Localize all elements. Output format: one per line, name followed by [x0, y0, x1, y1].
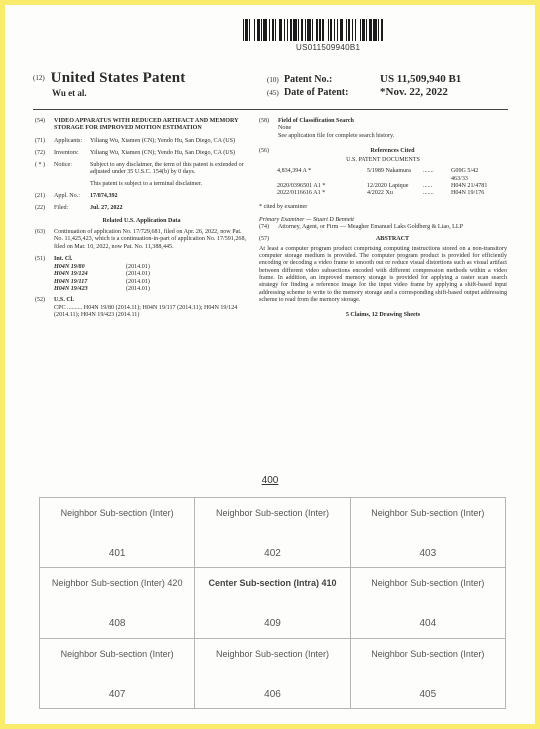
int-cl-date: (2014.01): [126, 264, 150, 271]
reference-class: G09G 5/42: [451, 168, 479, 175]
entry-code: (52): [35, 297, 45, 304]
grid-cell: [195, 639, 350, 709]
attorney-text: Attorney, Agent, or Firm — Meagher Emanuel Laks Goldberg & Liao, LLP: [278, 224, 463, 231]
patent-docs-heading: U.S. PATENT DOCUMENTS: [346, 157, 420, 164]
cell-label: Neighbor Sub-section (Inter): [371, 578, 485, 589]
grid-cell: [195, 498, 350, 568]
us-cl-label: U.S. Cl.: [54, 297, 74, 304]
entry-74: [259, 224, 507, 231]
entry-code: (22): [35, 205, 45, 212]
appl-no-label: Appl. No.:: [54, 193, 80, 200]
cell-number: 402: [264, 548, 281, 559]
cell-number: 406: [264, 688, 281, 700]
reference-row: 2022/0116616 A1 * 4/2022 Xu ....... H04N 19/176: [277, 190, 507, 197]
cell-number: 407: [108, 688, 126, 700]
cell-label: Neighbor Sub-section (Inter): [371, 508, 485, 518]
entry-code: (57): [259, 235, 269, 242]
reference-class: H04N 21/4781: [451, 183, 488, 190]
int-cl-date: (2014.01): [126, 278, 150, 285]
cell-number: 404: [419, 618, 437, 630]
cell-number: 401: [108, 548, 126, 559]
primary-examiner: Primary Examiner — Stuart D Bennett: [259, 216, 354, 223]
entry-code: ( * ): [35, 162, 45, 169]
reference-number: 2020/0396501 A1 *: [277, 183, 326, 190]
notice-text: Subject to any disclaimer, the term of this patent is extended or adjusted under 35 U.S.C. 154(b) by 0 days.: [90, 162, 244, 176]
grid-cell-center: [195, 568, 350, 638]
related-data-heading: Related U.S. Application Data: [102, 217, 181, 224]
int-cl-class: H04N 19/117: [54, 278, 88, 285]
patent-header: [33, 69, 186, 98]
subsection-grid: [39, 497, 506, 709]
abstract-label: ABSTRACT: [375, 235, 410, 242]
figure-number: 400: [261, 475, 279, 486]
int-cl-date: (2014.01): [126, 271, 150, 278]
entry-code: (58): [259, 118, 269, 124]
patent-no-value: US 11,509,940 B1: [380, 73, 462, 85]
reference-row: [277, 176, 507, 183]
filed-value: Jul. 27, 2022: [90, 205, 123, 212]
notice-value: [90, 162, 248, 188]
grid-cell: [351, 568, 506, 638]
barcode-bar: [381, 19, 382, 41]
date-label: Date of Patent:: [284, 87, 349, 98]
date-value: *Nov. 22, 2022: [380, 86, 448, 98]
entry-56: [259, 148, 507, 155]
entry-notice: [35, 162, 248, 188]
cell-number: 405: [419, 688, 437, 700]
patent-cover-page: [5, 5, 535, 724]
reference-date-name: 12/2020 Lapique: [367, 183, 409, 190]
cell-label: Neighbor Sub-section (Inter) 420: [51, 578, 183, 589]
reference-date-name: 5/1989 Nakamura: [367, 168, 411, 175]
cell-number: 408: [108, 618, 126, 630]
cited-by-examiner: * cited by examiner: [259, 203, 308, 210]
search-field: [278, 118, 507, 140]
cell-label: Neighbor Sub-section (Inter): [60, 508, 174, 518]
entry-code: (72): [35, 149, 45, 156]
int-cl-class: H04N 19/423: [54, 286, 88, 293]
grid-cell: [40, 498, 195, 568]
entry-21: [35, 193, 248, 200]
entry-58: [259, 118, 507, 140]
entry-71: [35, 138, 248, 145]
applicants-value: Yiliang Wu, Xiamen (CN); Yendo Hu, San Diego, CA (US): [90, 137, 236, 144]
entry-51: [35, 256, 248, 263]
entry-code: (54): [35, 118, 45, 124]
int-cl-label: Int. Cl.: [54, 255, 73, 262]
int-cl-date: (2014.01): [126, 286, 150, 293]
grid-cell: [40, 568, 195, 638]
reference-number: 2022/0116616 A1 *: [277, 190, 326, 197]
cell-label: Neighbor Sub-section (Inter): [60, 648, 174, 659]
int-cl-class: H04N 19/80: [54, 264, 85, 271]
inventors-value: Yiliang Wu, Xiamen (CN); Yendo Hu, San Diego, CA (US): [90, 149, 236, 156]
bibliographic-left-column: [35, 118, 248, 319]
entry-22: [35, 205, 248, 212]
abstract-text: At least a computer program product comprising computing instructions stored on a non-transitory computer storage medium is provided. The computer program product is provided for efficiently encoding or decoding a video frame to smooth out or reduce visual distortions such as visual artifact between different video subsections encoded with different compression methods within a video frame. In addition, an improved memory storage is provided for applying a raster scan search strategy for finding a reference image for the input video frame by applying a shift-based input addressing scheme to write to the memory storage and a corresponding shift-based output addressing scheme to read from the memory storage.: [259, 245, 507, 303]
barcode: [243, 19, 457, 41]
reference-number: 4,834,394 A *: [277, 168, 312, 175]
entry-code: (56): [259, 147, 269, 154]
patent-no-code: (10): [267, 76, 279, 84]
barcode-number: US011509940B1: [296, 43, 361, 52]
cell-label: Neighbor Sub-section (Inter): [215, 508, 330, 518]
entry-72: [35, 150, 248, 157]
search-none: None: [278, 125, 292, 132]
inventor-line: Wu et al.: [52, 88, 87, 98]
grid-cell: [351, 639, 506, 709]
grid-cell: [40, 639, 195, 709]
invention-title: VIDEO APPARATUS WITH REDUCED ARTIFACT AND MEMORY STORAGE FOR IMPROVED MOTION ESTIMATION: [54, 118, 239, 132]
appl-no-value: 17/874,392: [90, 193, 118, 200]
entry-52: [35, 297, 248, 304]
entry-code: (51): [35, 255, 45, 262]
applicants-label: Applicants:: [54, 137, 83, 144]
header-divider: [33, 109, 508, 110]
entry-code: (74): [259, 224, 269, 231]
entry-code: (21): [35, 193, 45, 200]
filed-label: Filed:: [54, 205, 69, 212]
title-code: (12): [33, 74, 45, 83]
search-history: See application file for complete search history.: [278, 132, 395, 139]
cpc-classes: CPC .......... H04N 19/80 (2014.11); H04N 19/117 (2014.11); H04N 19/124 (2014.11); H04N 19/423 (2014.11): [54, 304, 238, 318]
entry-code: (71): [35, 137, 45, 144]
continuation-text: Continuation of application No. 17/729,681, filed on Apr. 26, 2022, now Pat. No. 11,425,423, which is a continuation-in-part of application No. 17/591,268, filed on Mar. 10, 2022, now Pat. No. 11,388,445.: [54, 228, 247, 250]
references-label: References Cited: [370, 147, 415, 154]
cell-label: Neighbor Sub-section (Inter): [371, 648, 485, 659]
notice-label: Notice:: [54, 162, 72, 169]
grid-cell: [351, 498, 506, 568]
document-title: United States Patent: [50, 70, 186, 86]
patent-no-label: Patent No.:: [284, 74, 333, 85]
entry-code: (63): [35, 228, 45, 235]
notice-disclaimer: This patent is subject to a terminal disclaimer.: [90, 180, 203, 187]
cell-number: 403: [419, 548, 437, 559]
entry-54: [35, 118, 248, 133]
entry-63: [35, 229, 248, 251]
cell-label: Center Sub-section (Intra) 410: [208, 578, 337, 589]
reference-date-name: 4/2022 Xu: [367, 190, 393, 197]
cell-label: Neighbor Sub-section (Inter): [215, 648, 330, 659]
bibliographic-right-column: [259, 118, 507, 320]
reference-row: 2020/0396501 A1 * 12/2020 Lapique ...... H04N 21/4781: [277, 183, 507, 190]
patent-identifiers: [267, 73, 461, 99]
search-label: Field of Classification Search: [278, 118, 354, 124]
inventors-label: Inventors:: [54, 149, 79, 156]
entry-57: [259, 236, 507, 243]
reference-row: 4,834,394 A * 5/1989 Nakamura ....... G09G 5/42: [277, 168, 507, 175]
reference-class: H04N 19/176: [451, 190, 485, 197]
cell-number: 409: [264, 618, 281, 630]
date-code: (45): [267, 89, 279, 97]
int-cl-table: [54, 264, 248, 293]
reference-class-extra: 463/33: [451, 175, 468, 182]
claims-summary: 5 Claims, 12 Drawing Sheets: [345, 312, 421, 319]
int-cl-class: H04N 19/124: [54, 271, 88, 278]
